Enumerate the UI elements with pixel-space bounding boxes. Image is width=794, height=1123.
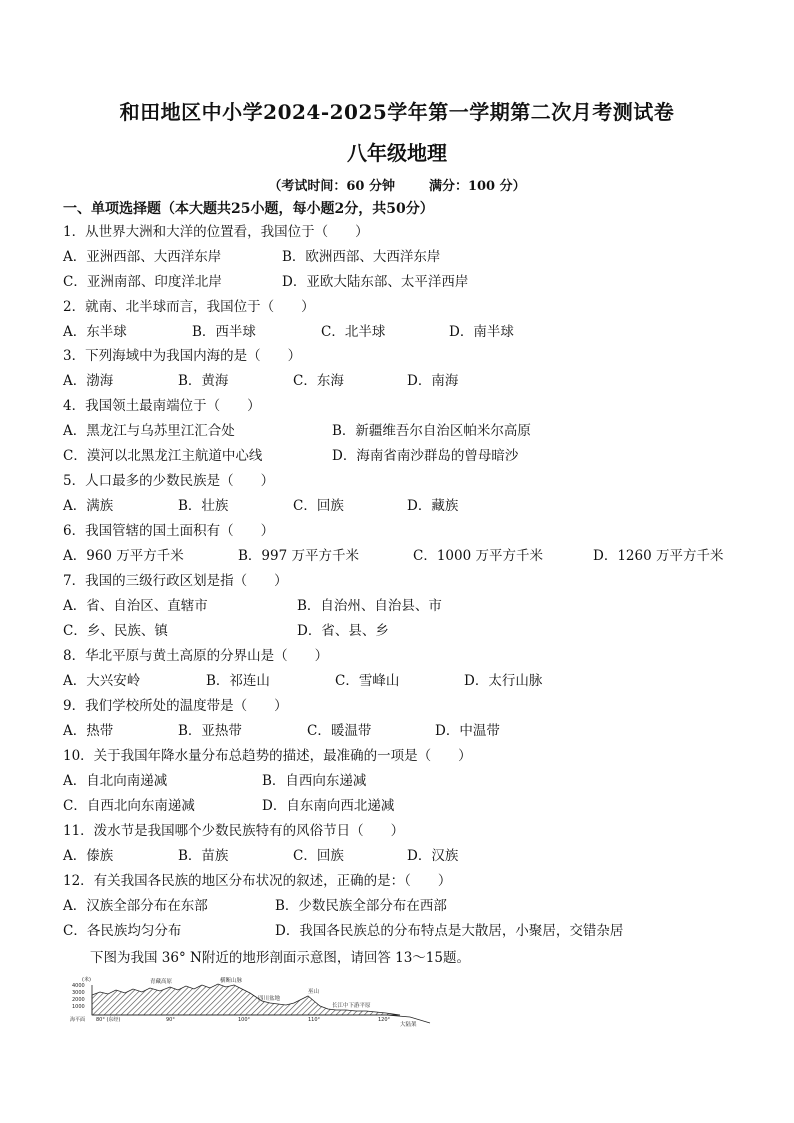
y-tick: 1000 xyxy=(72,1004,85,1010)
option: A．省、自治区、直辖市 xyxy=(63,598,208,614)
x-tick: 80° (东经) xyxy=(96,1017,121,1023)
option: D．亚欧大陆东部、太平洋西岸 xyxy=(282,274,469,290)
question-stem: 8．华北平原与黄土高原的分界山是（ ） xyxy=(63,648,329,664)
profile-label: 横断山脉 xyxy=(220,978,243,984)
option: D．藏族 xyxy=(407,498,459,514)
option: D．南半球 xyxy=(449,324,514,340)
y-tick: 3000 xyxy=(72,990,85,996)
profile-label: 长江中下游平原 xyxy=(332,1003,371,1009)
option: C．亚洲南部、印度洋北岸 xyxy=(63,274,222,290)
option: D．中温带 xyxy=(435,723,500,739)
option: D．南海 xyxy=(407,373,459,389)
option: D．我国各民族总的分布特点是大散居，小聚居，交错杂居 xyxy=(275,923,624,939)
option: C．雪峰山 xyxy=(335,673,400,689)
question-stem: 4．我国领土最南端位于（ ） xyxy=(63,398,261,414)
option: B．西半球 xyxy=(192,324,256,340)
exam-title: 和田地区中小学2024-2025学年第一学期第二次月考测试卷 xyxy=(119,100,675,124)
question-stem: 9．我们学校所处的温度带是（ ） xyxy=(63,698,288,714)
option: B．欧洲西部、大西洋东岸 xyxy=(282,249,441,265)
option: D．太行山脉 xyxy=(464,673,543,689)
option: D．汉族 xyxy=(407,848,459,864)
option: B．少数民族全部分布在西部 xyxy=(275,898,447,914)
option: D．海南省南沙群岛的曾母暗沙 xyxy=(332,448,519,464)
option: A．渤海 xyxy=(63,373,114,389)
question-stem: 11．泼水节是我国哪个少数民族特有的风俗节日（ ） xyxy=(63,823,405,839)
question-stem: 2．就南、北半球而言，我国位于（ ） xyxy=(63,299,315,315)
option: A．东半球 xyxy=(63,324,127,340)
figure-caption: 下图为我国 36° N附近的地形剖面示意图，请回答 13～15题。 xyxy=(90,950,470,966)
terrain-profile-shape xyxy=(92,984,400,1015)
option: C．东海 xyxy=(293,373,344,389)
option: B．新疆维吾尔自治区帕米尔高原 xyxy=(332,423,531,439)
terrain-profile-figure xyxy=(70,975,432,1027)
option: A．亚洲西部、大西洋东岸 xyxy=(63,249,222,265)
question-stem: 5．人口最多的少数民族是（ ） xyxy=(63,473,275,489)
option: A．傣族 xyxy=(63,848,114,864)
y-unit-label: (米) xyxy=(82,977,91,983)
question-stem: 10．关于我国年降水量分布总趋势的描述，最准确的一项是（ ） xyxy=(63,748,472,764)
option: A．满族 xyxy=(63,498,114,514)
option: C．乡、民族、镇 xyxy=(63,623,168,639)
option: A．960 万平方千米 xyxy=(63,548,184,564)
option: C．暖温带 xyxy=(307,723,372,739)
option: C．回族 xyxy=(293,498,344,514)
question-stem: 7．我国的三级行政区划是指（ ） xyxy=(63,573,288,589)
profile-label: 四川盆地 xyxy=(258,996,281,1002)
full-score: 满分：100 分） xyxy=(428,179,526,194)
x-tick: 120° xyxy=(378,1017,391,1023)
option: A．自北向南递减 xyxy=(63,773,168,789)
y-tick: 2000 xyxy=(72,997,85,1003)
option: B．自西向东递减 xyxy=(262,773,367,789)
option: B．自治州、自治县、市 xyxy=(297,598,442,614)
option: A．汉族全部分布在东部 xyxy=(63,898,208,914)
option: C．自西北向东南递减 xyxy=(63,798,195,814)
option: B．壮族 xyxy=(178,498,229,514)
profile-label: 青藏高原 xyxy=(150,979,173,985)
x-tick: 100° xyxy=(238,1017,251,1023)
question-stem: 3．下列海域中为我国内海的是（ ） xyxy=(63,348,302,364)
section-heading: 一、单项选择题（本大题共25小题，每小题2分，共50分） xyxy=(63,201,434,217)
option: C．回族 xyxy=(293,848,344,864)
x-tick: 110° xyxy=(308,1017,321,1023)
option: B．997 万平方千米 xyxy=(238,548,359,564)
option: A．黑龙江与乌苏里江汇合处 xyxy=(63,423,235,439)
option: B．苗族 xyxy=(178,848,229,864)
question-stem: 1．从世界大洲和大洋的位置看，我国位于（ ） xyxy=(63,224,369,240)
option: A．大兴安岭 xyxy=(63,673,141,689)
profile-label: 巫山 xyxy=(308,989,320,995)
option: B．黄海 xyxy=(178,373,229,389)
option: D．省、县、乡 xyxy=(297,623,389,639)
option: D．1260 万平方千米 xyxy=(593,548,724,564)
sea-level-label: 海平面 xyxy=(70,1017,86,1023)
x-tick: 90° xyxy=(166,1017,175,1023)
option: D．自东南向西北递减 xyxy=(262,798,395,814)
question-stem: 12．有关我国各民族的地区分布状况的叙述，正确的是：（ ） xyxy=(63,873,452,889)
option: C．1000 万平方千米 xyxy=(413,548,543,564)
option: C．各民族均匀分布 xyxy=(63,923,182,939)
exam-subtitle: 八年级地理 xyxy=(347,141,447,165)
option: A．热带 xyxy=(63,723,114,739)
option: B．祁连山 xyxy=(206,673,270,689)
option: B．亚热带 xyxy=(178,723,242,739)
exam-time: （考试时间：60 分钟 xyxy=(268,179,395,194)
option: C．漠河以北黑龙江主航道中心线 xyxy=(63,448,263,464)
question-stem: 6．我国管辖的国土面积有（ ） xyxy=(63,523,275,539)
exam-info xyxy=(0,175,794,194)
profile-label: 大陆架 xyxy=(400,1022,417,1027)
option: C．北半球 xyxy=(321,324,386,340)
y-tick: 4000 xyxy=(72,983,85,989)
